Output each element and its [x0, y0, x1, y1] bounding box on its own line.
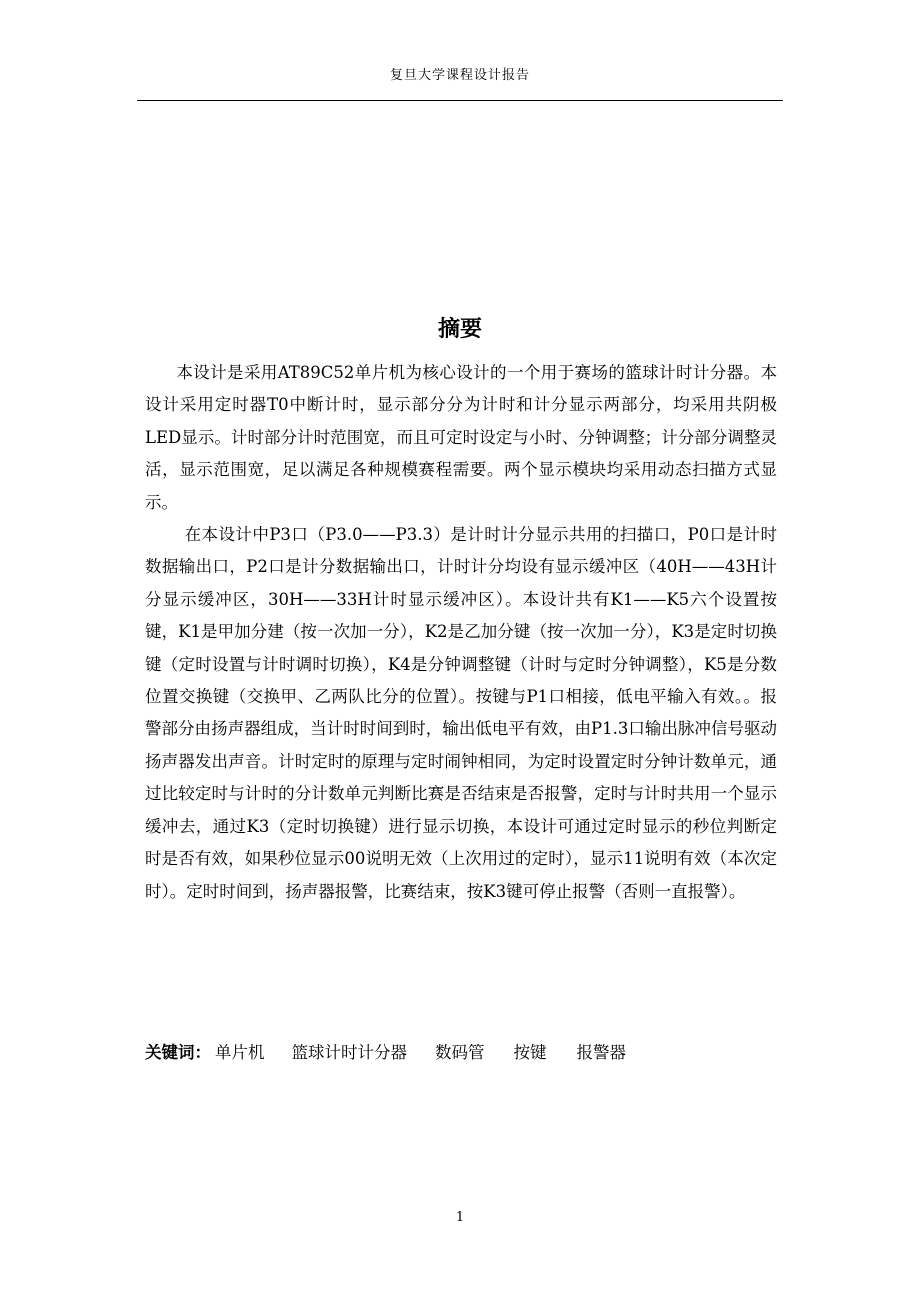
- abstract-paragraph-1: [145, 357, 777, 519]
- header-divider: [137, 100, 783, 101]
- running-header: 复旦大学课程设计报告: [389, 68, 530, 83]
- page-number: 1: [455, 1210, 465, 1225]
- keyword-item: 数码管: [435, 1043, 485, 1062]
- keyword-item: 篮球计时计分器: [291, 1043, 407, 1062]
- abstract-paragraph-2-text: 在本设计中P3口（P3.0——P3.3）是计时计分显示共用的扫描口，P0口是计时数据输出口，P2口是计分数据输出口，计时计分均设有显示缓冲区（40H——43H计分显示缓冲区，30H——33H计时显示缓冲区）。本设计共有K1——K5六个设置按键，K1是甲加分建（按一次加一分），K2是乙加分键（按一次加一分），K3是定时切换键（定时设置与计时调时切换），K4是分钟调整键（计时与定时分钟调整），K5是分数位置交换键（交换甲、乙两队比分的位置）。按键与P1口相接，低电平输入有效。。报警部分由扬声器组成，当计时时间到时，输出低电平有效，由P1.3口输出脉冲信号驱动扬声器发出声音。计时定时的原理与定时闹钟相同，为定时设置定时分钟计数单元，通过比较定时与计时的分计数单元判断比赛是否结束是否报警，定时与计时共用一个显示缓冲去，通过K3（定时切换键）进行显示切换，本设计可通过定时显示的秒位判断定时是否有效，如果秒位显示00说明无效（上次用过的定时），显示11说明有效（本次定时）。定时时间到，扬声器报警，比赛结束，按K3键可停止报警（否则一直报警）。: [145, 525, 777, 901]
- keyword-item: 报警器: [576, 1043, 626, 1062]
- abstract-body: [145, 357, 777, 908]
- keywords-label: 关键词：: [145, 1043, 211, 1062]
- keywords-line: [145, 1039, 626, 1063]
- abstract-paragraph-2: [145, 519, 777, 908]
- keyword-item: 按键: [513, 1043, 547, 1062]
- abstract-paragraph-1-text: 本设计是采用AT89C52单片机为核心设计的一个用于赛场的篮球计时计分器。本设计采用定时器T0中断计时，显示部分分为计时和计分显示两部分，均采用共阴极LED显示。计时部分计时范围宽，而且可定时设定与小时、分钟调整；计分部分调整灵活，显示范围宽，足以满足各种规模赛程需要。两个显示模块均采用动态扫描方式显示。: [145, 363, 777, 512]
- abstract-heading: 摘要: [437, 317, 482, 342]
- keyword-item: 单片机: [215, 1043, 265, 1062]
